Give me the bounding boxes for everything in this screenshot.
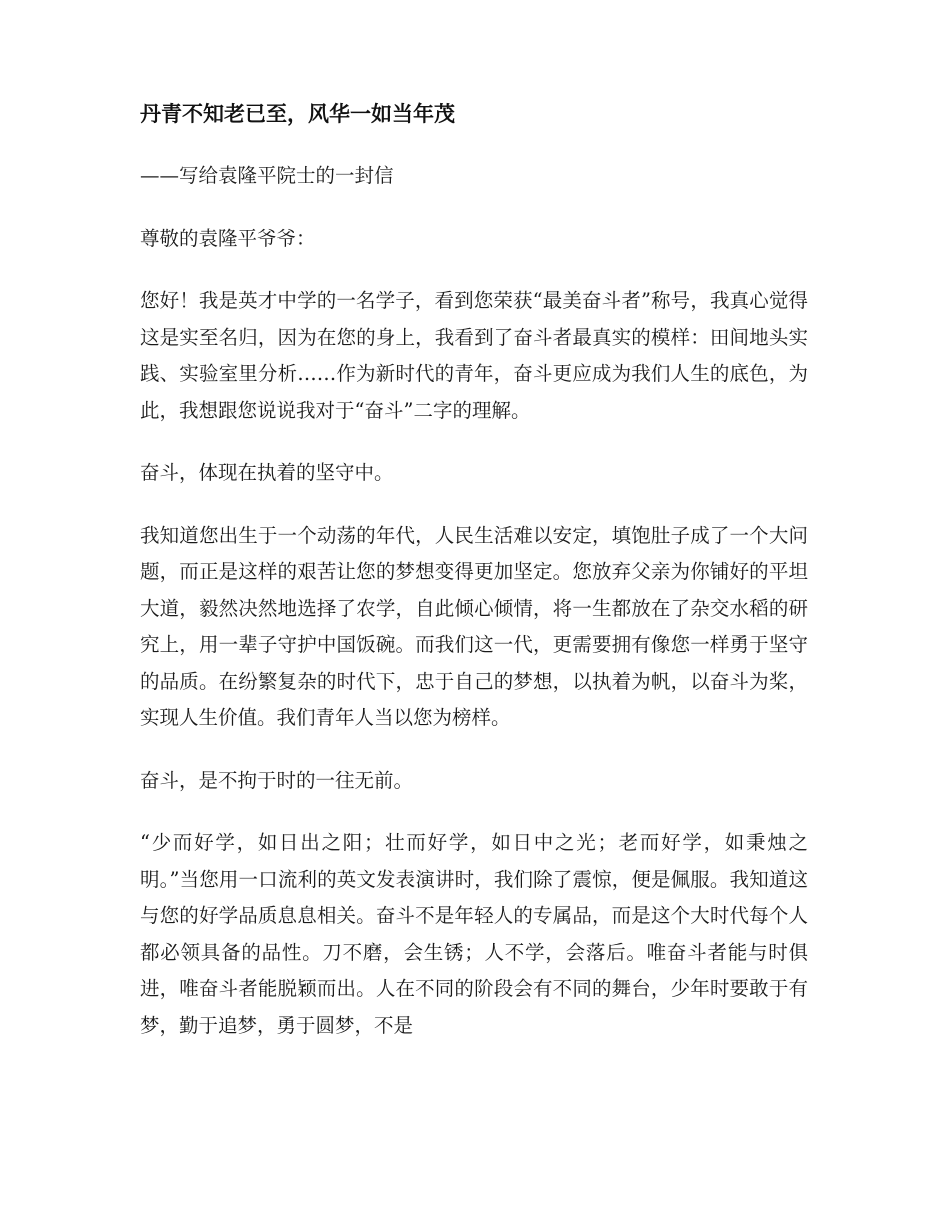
letter-salutation: 尊敬的袁隆平爷爷： [140, 226, 316, 250]
paragraph-lifelong: “少而好学，如日出之阳；壮而好学，如日中之光；老而好学，如秉烛之明。”当您用一口流利的英文发表演讲时，我们除了震惊，便是佩服。我知道这与您的好学品质息息相关。奋斗不是年轻人的专属品，而是这个大时代每个人都必领具备的品性。刀不磨，会生锈；人不学，会落后。唯奋斗者能与时俱进，唯奋斗者能脱颖而出。人在不同的阶段会有不同的舞台，少年时要敢于有梦，勤于追梦，勇于圆梦，不是 [140, 831, 808, 1037]
letter-subtitle: ——写给袁隆平院士的一封信 [140, 164, 394, 187]
paragraph-persistence: 我知道您出生于一个动荡的年代，人民生活难以安定，填饱肚子成了一个大问题，而正是这样的艰苦让您的梦想变得更加坚定。您放弃父亲为你铺好的平坦大道，毅然决然地选择了农学，自此倾心倾情，将一生都放在了杂交水稻的研究上，用一辈子守护中国饭碗。而我们这一代，更需要拥有像您一样勇于坚守的品质。在纷繁复杂的时代下，忠于自己的梦想，以执着为帆，以奋斗为桨，实现人生价值。我们青年人当以您为榜样。 [140, 523, 808, 729]
letter-title: 丹青不知老已至，风华一如当年茂 [140, 102, 455, 126]
section-heading-persistence: 奋斗，体现在执着的坚守中。 [140, 461, 394, 484]
paragraph-greeting: 您好！我是英才中学的一名学子，看到您荣获“最美奋斗者”称号，我真心觉得这是实至名归，因为在您的身上，我看到了奋斗者最真实的模样：田间地头实践、实验室里分析……作为新时代的青年，奋斗更应成为我们人生的底色，为此，我想跟您说说我对于“奋斗”二字的理解。 [140, 289, 808, 422]
section-heading-lifelong: 奋斗，是不拘于时的一往无前。 [140, 768, 414, 792]
letter-body [140, 96, 808, 1070]
